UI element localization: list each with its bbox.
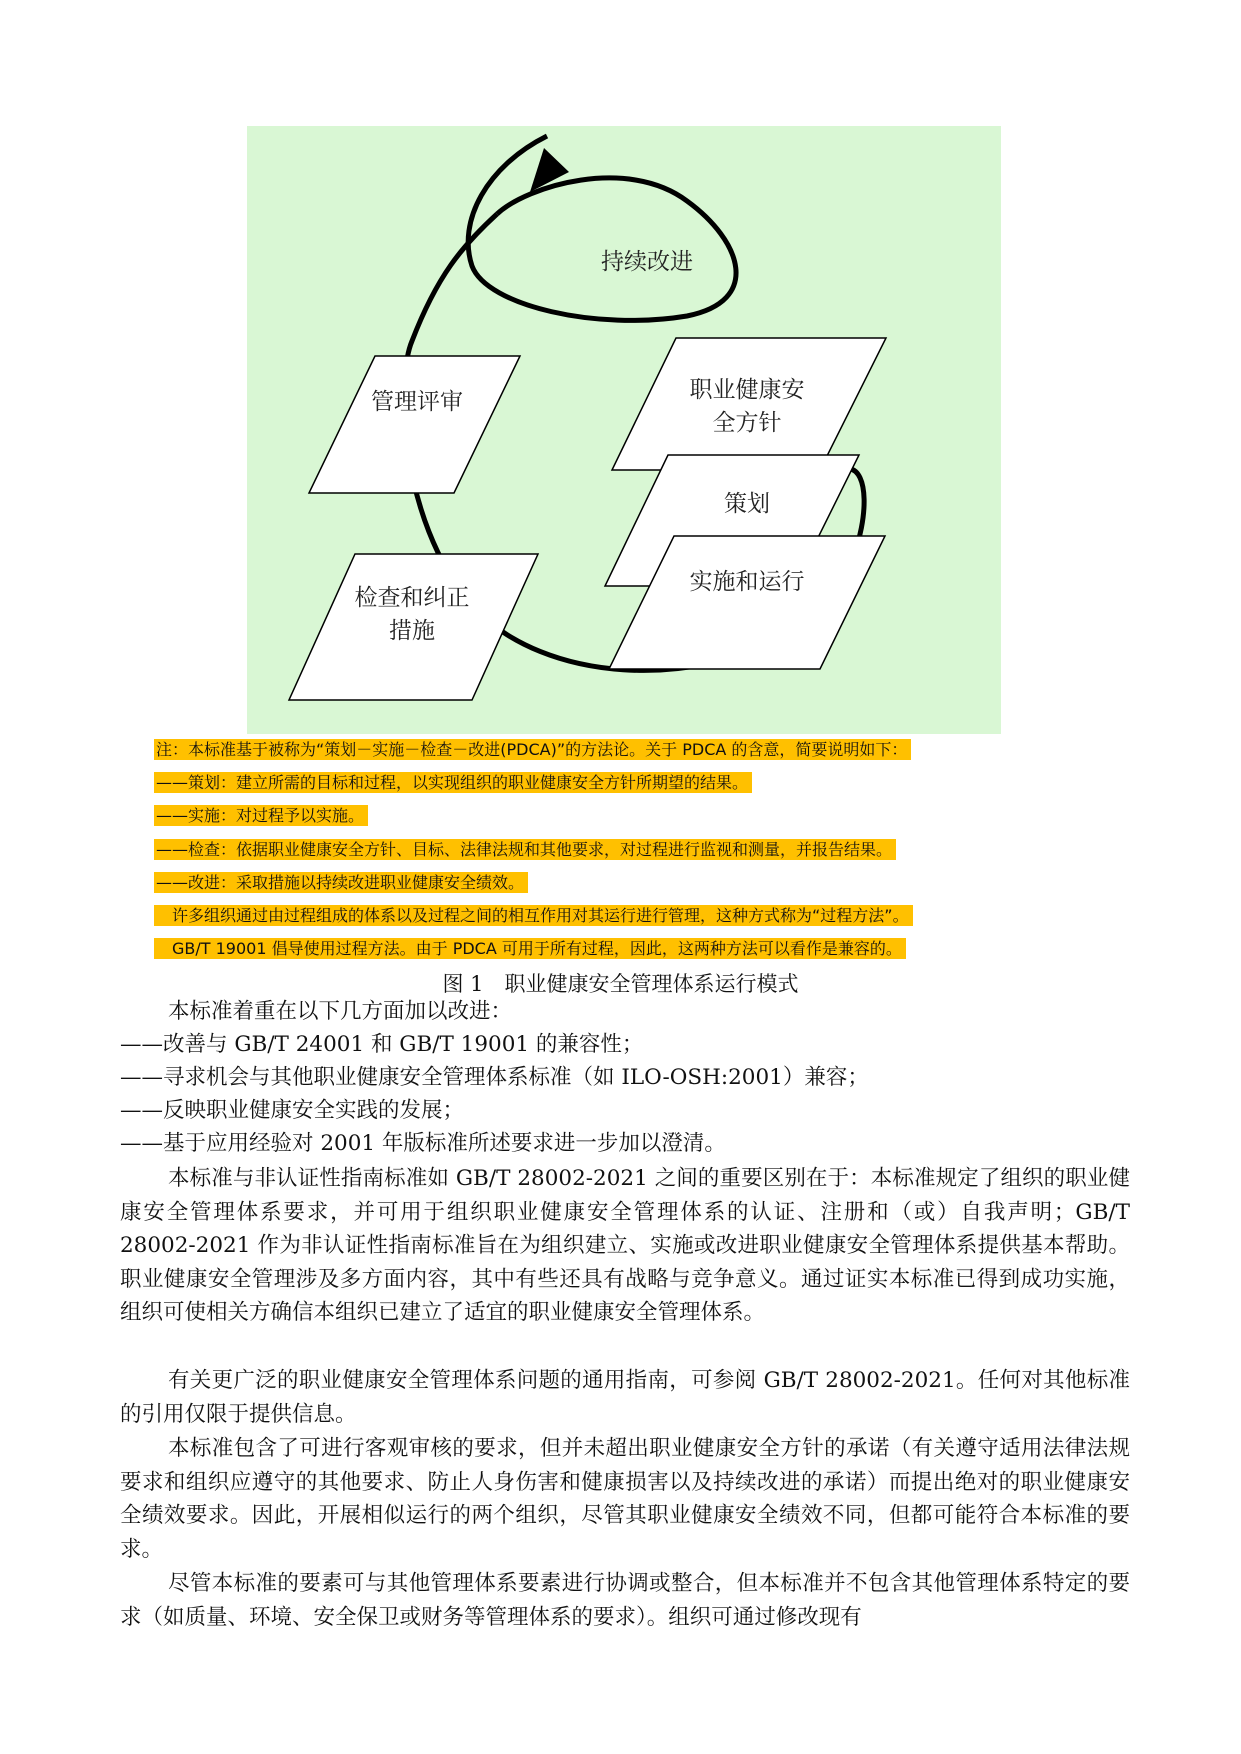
paragraph: 尽管本标准的要素可与其他管理体系要素进行协调或整合，但本标准并不包含其他管理体系特定的要求（如质量、环境、安全保卫或财务等管理体系的要求）。组织可通过修改现有 [120,1571,1130,1630]
paragraph: 本标准与非认证性指南标准如 GB/T 28002-2021 之间的重要区别在于：本标准规定了组织的职业健康安全管理体系要求，并可用于组织职业健康安全管理体系的认证、注册和（或）自我声明；GB/T 28002-2021 作为非认证性指南标准旨在为组织建立、实施或改进职业健康安全管理体系提供基本帮助。职业健康安全管理涉及多方面内容，其中有些还具有战略与竞争意义。通过证实本标准已得到成功实施，组织可使相关方确信本组织已建立了适宜的职业健康安全管理体系。 [120,1166,1130,1325]
checking-label: 检查和纠正 措施 [354,585,470,644]
management-review-label: 管理评审 [371,389,463,415]
implementation-label: 实施和运行 [689,569,805,595]
improvement-item: ——反映职业健康安全实践的发展； [120,1098,465,1123]
improvement-item: ——改善与 GB/T 24001 和 GB/T 19001 的兼容性； [120,1032,644,1057]
paragraph: 本标准包含了可进行客观审核的要求，但并未超出职业健康安全方针的承诺（有关遵守适用法律法规要求和组织应遵守的其他要求、防止人身伤害和健康损害以及持续改进的承诺）而提出绝对的职业健康安全绩效要求。因此，开展相似运行的两个组织，尽管其职业健康安全绩效不同，但都可能符合本标准的要求。 [120,1436,1130,1562]
note-line: GB/T 19001 倡导使用过程方法。由于 PDCA 可用于所有过程，因此，这两种方法可以看作是兼容的。 [154,937,906,961]
note-line: 许多组织通过由过程组成的体系以及过程之间的相互作用对其运行进行管理，这种方式称为“过程方法”。 [154,904,913,928]
pdca-diagram [247,126,1001,734]
note-line: ——实施：对过程予以实施。 [154,804,368,828]
improvement-item: ——基于应用经验对 2001 年版标准所述要求进一步加以澄清。 [120,1131,726,1156]
improvement-loop-path [468,136,736,320]
intro-text: 本标准着重在以下几方面加以改进： [168,999,513,1024]
policy-label: 职业健康安 全方针 [689,377,805,436]
planning-label: 策划 [724,491,770,517]
note-line: ——策划：建立所需的目标和过程，以实现组织的职业健康安全方针所期望的结果。 [154,771,752,795]
figure-caption: 图 1 职业健康安全管理体系运行模式 [442,972,799,996]
box-management-review [309,356,520,493]
paragraph: 有关更广泛的职业健康安全管理体系问题的通用指南，可参阅 GB/T 28002-2021。任何对其他标准的引用仅限于提供信息。 [120,1368,1130,1427]
note-line: 注：本标准基于被称为“策划－实施－检查－改进(PDCA)”的方法论。关于 PDCA 的含意，简要说明如下： [154,738,911,762]
improvement-item: ——寻求机会与其他职业健康安全管理体系标准（如 ILO-OSH:2001）兼容； [120,1065,869,1090]
note-line: ——改进：采取措施以持续改进职业健康安全绩效。 [154,871,528,895]
continual-improvement-label: 持续改进 [601,249,693,275]
note-line: ——检查：依据职业健康安全方针、目标、法律法规和其他要求，对过程进行监视和测量，并报告结果。 [154,838,896,862]
